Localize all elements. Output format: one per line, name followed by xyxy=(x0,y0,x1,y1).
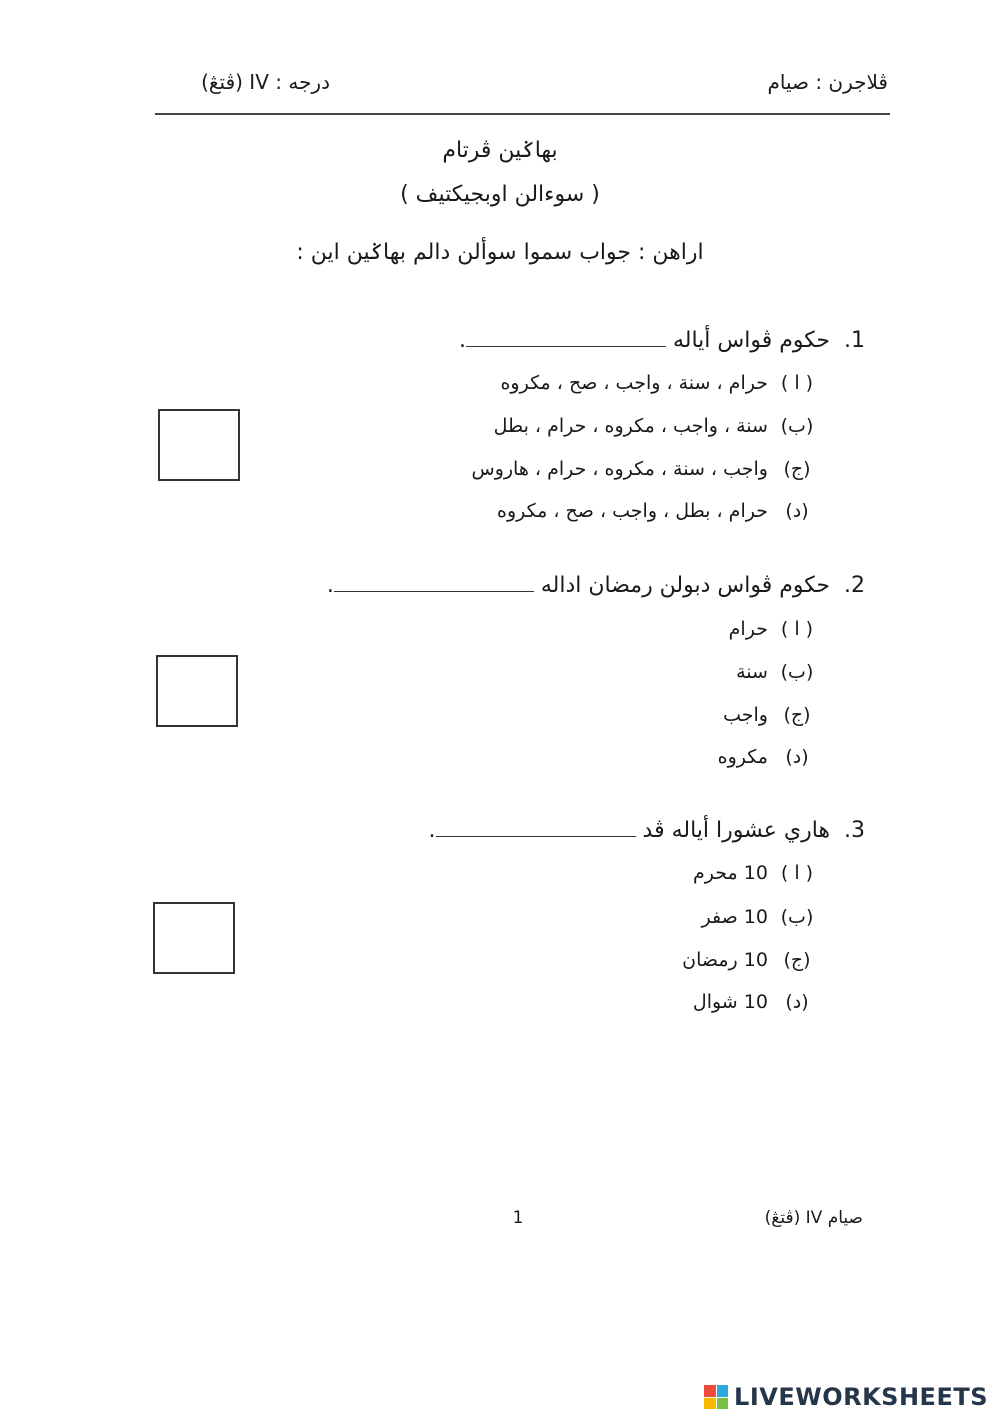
option-label: (ج) xyxy=(783,949,811,971)
question-1-end: . xyxy=(458,328,466,353)
question-2-option-b xyxy=(736,661,820,683)
option-text: 10 صفر xyxy=(701,906,768,928)
question-2-blank xyxy=(334,575,534,592)
footer-subject: صيام IV (ڤتڠ) xyxy=(764,1208,863,1228)
option-text: مكروه xyxy=(717,746,768,768)
option-label: (د) xyxy=(785,746,809,768)
option-text: حرام xyxy=(728,618,768,640)
question-3-answer-box[interactable] xyxy=(153,902,235,974)
question-1-option-d xyxy=(497,500,820,522)
question-2-end: . xyxy=(326,573,334,598)
header-subject: ڤلاجرن : صيام xyxy=(767,70,888,94)
option-label: ( ا ) xyxy=(780,618,814,640)
option-text: سنة ، واجب ، مكروه ، حرام ، بطل xyxy=(493,415,768,437)
question-2-option-d xyxy=(718,746,820,768)
option-text: حرام ، بطل ، واجب ، صح ، مكروه xyxy=(497,500,768,522)
liveworksheets-brand xyxy=(704,1383,988,1411)
option-text: واجب xyxy=(723,704,768,726)
question-1-answer-box[interactable] xyxy=(158,409,240,481)
question-1-option-a xyxy=(500,372,820,394)
question-2-option-a xyxy=(729,618,820,640)
section-title: بهاݢين ڤرتام xyxy=(442,138,558,163)
question-2-option-c xyxy=(723,704,820,726)
liveworksheets-logo-icon xyxy=(704,1385,728,1409)
question-3-option-c xyxy=(682,949,820,971)
question-3-option-a xyxy=(693,862,820,884)
option-label: (د) xyxy=(785,991,809,1013)
option-label: (ج) xyxy=(783,704,811,726)
brand-text: LIVEWORKSHEETS xyxy=(734,1383,988,1411)
option-text: 10 محرم xyxy=(693,862,768,884)
question-3-end: . xyxy=(428,818,436,843)
question-3-number: 3. xyxy=(844,818,865,843)
question-1 xyxy=(459,328,865,353)
page-number: 1 xyxy=(512,1208,524,1228)
option-label: (ب) xyxy=(780,661,814,683)
header-grade: درجه : IV (ڤتڠ) xyxy=(201,70,330,94)
question-3-blank xyxy=(436,820,636,837)
question-1-text: حكوم ڤواس أياله xyxy=(672,328,830,353)
option-text: واجب ، سنة ، مكروه ، حرام ، هاروس xyxy=(471,458,768,480)
option-text: 10 شوال xyxy=(692,991,768,1013)
option-label: (ب) xyxy=(780,906,814,928)
option-label: ( ا ) xyxy=(780,372,814,394)
option-label: (ج) xyxy=(783,458,811,480)
question-2-text: حكوم ڤواس دبولن رمضان اداله xyxy=(540,573,830,598)
option-label: ( ا ) xyxy=(780,862,814,884)
question-3-text: هاري عشورا أياله ڤد xyxy=(642,818,830,843)
question-1-blank xyxy=(466,330,666,347)
option-text: 10 رمضان xyxy=(682,949,768,971)
section-subtitle: ( سوءالن اوبجيكتيف ) xyxy=(400,182,600,207)
option-text: سنة xyxy=(736,661,768,683)
question-1-number: 1. xyxy=(844,328,865,353)
option-label: (ب) xyxy=(780,415,814,437)
question-2-answer-box[interactable] xyxy=(156,655,238,727)
question-3 xyxy=(429,818,865,843)
header-divider xyxy=(155,113,890,115)
option-label: (د) xyxy=(785,500,809,522)
question-2-number: 2. xyxy=(844,573,865,598)
question-2 xyxy=(327,573,865,598)
option-text: حرام ، سنة ، واجب ، صح ، مكروه xyxy=(500,372,768,394)
question-3-option-d xyxy=(693,991,820,1013)
question-3-option-b xyxy=(701,906,820,928)
instruction-text: اراهن : جواب سموا سوألن دالم بهاݢين اين : xyxy=(296,240,704,265)
question-1-option-c xyxy=(472,458,821,480)
question-1-option-b xyxy=(494,415,820,437)
